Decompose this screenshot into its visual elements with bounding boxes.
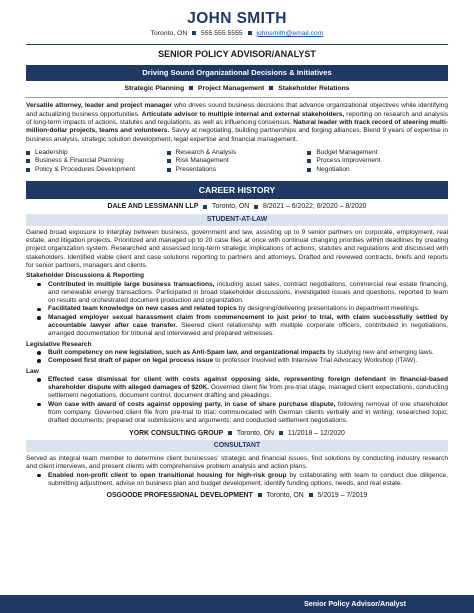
skill-item: Policy & Procedures Development [26, 166, 167, 175]
skill-item: Leadership [26, 149, 167, 158]
achievement-text: including asset sales, contract negotiations, commercial real estate financing, and renewable energy transactions. Participated in broad stakeholder discussions, investigated issues and questions, reported to team on results and orchestrated document production and organization. [48, 280, 448, 305]
employer-location: Toronto, ON [212, 203, 250, 211]
skill-item: Budget Management [307, 149, 448, 158]
achievement-bold: Built competency on new legislation, such as Anti-Spam law, and organizational impacts [48, 348, 326, 356]
achievement-item [26, 357, 448, 365]
summary-bold: Articulate advisor to multiple internal and external stakeholders, [141, 110, 345, 118]
achievement-text: following removal of one shareholder from company. Governed client file from pre-trial to trial; communicated with German clients verbally and in writing; researched topic; drafted documents; prepared oral submissions and arguments; and conducted settlement negotiations. [48, 400, 449, 425]
achievement-text: Steered client relationship with multiple corporate officers, contributed in negotiations, arranged documentation for tribunal and interviewed and prepared witnesses. [48, 322, 449, 338]
phone-text: 555.555.5555 [201, 29, 243, 37]
employer-location: Toronto, ON [266, 492, 304, 500]
achievement-text: by studying new and emerging laws. [325, 348, 434, 356]
skills-column [307, 149, 448, 175]
skills-column [167, 149, 308, 175]
skill-item: Research & Analysis [167, 149, 308, 158]
header-divider [26, 44, 448, 45]
focus-area-item: Project Management [197, 84, 265, 92]
employer-line [26, 203, 448, 212]
professional-title: SENIOR POLICY ADVISOR/ANALYST [158, 49, 316, 60]
achievement-item [26, 281, 448, 306]
achievement-item [26, 314, 448, 339]
section-subheading: Stakeholder Discussions & Reporting [26, 272, 144, 280]
skill-item: Process Improvement [307, 157, 448, 166]
summary-bold: Versatile attorney, leader and project manager [26, 102, 172, 110]
profile-summary [26, 102, 448, 143]
section-subheading: Legislative Research [26, 340, 92, 348]
separator-square-icon [269, 86, 273, 90]
skills-column [26, 149, 167, 175]
location-text: Toronto, ON [150, 29, 188, 37]
focus-areas [26, 85, 448, 94]
employment-dates: 5/2019 – 7/2019 [317, 492, 368, 500]
focus-divider [26, 97, 448, 98]
separator-square-icon [228, 431, 232, 435]
candidate-name: JOHN SMITH [187, 10, 287, 27]
achievement-text: Governed client file from pre-trial stage, managed client expectations, conducting settlement negotiations, document control, document drafting and pleadings. [48, 384, 448, 400]
achievement-bold: Won case with award of costs against opposing party, in case of share purchase dispute, [48, 400, 336, 408]
separator-square-icon [254, 205, 258, 209]
separator-square-icon [248, 31, 252, 35]
achievement-item [26, 401, 448, 426]
employment-dates: 11/2018 – 12/2020 [287, 429, 345, 437]
achievement-list [26, 376, 448, 426]
skill-item: Risk Management [167, 157, 308, 166]
employer-location: Toronto, ON [236, 429, 275, 437]
achievement-item [26, 376, 448, 401]
achievement-item [26, 349, 448, 357]
separator-square-icon [279, 431, 283, 435]
achievement-text: by collaborating with team to conduct due diligence, submitting adjustment, advise on business plan and budget development, identify funding options, needs, and real estate. [48, 471, 448, 487]
achievement-bold: Composed first draft of paper on legal process issue [48, 357, 214, 365]
achievement-bold: Contributed in multiple large business transactions, [48, 280, 215, 288]
role-description: Served as integral team member to determine client businesses' strategic and financial issues, find solutions by conducting industry research and client interviews, and present clients with comprehensive problem analysis and action plans. [26, 454, 448, 471]
skill-item: Negotiation [307, 166, 448, 175]
separator-square-icon [258, 493, 262, 497]
achievement-list [26, 281, 448, 339]
summary-text: reporting on research and analysis of long-term impacts of actions, statutes and regulations, as well as influencing consensus. [26, 110, 448, 126]
achievement-text: to professor involved with Intensive Trial Advocacy Workshop (ITAW). [213, 357, 418, 365]
employer-line [26, 430, 448, 439]
employer-name: DALE AND LESSMANN LLP [107, 203, 199, 211]
summary-text: who drives sound business decisions that advance organizational objectives while identifying and actualizing business opportunities. [26, 102, 448, 118]
separator-square-icon [192, 31, 196, 35]
skills-grid [26, 149, 448, 175]
contact-line [26, 30, 448, 39]
tagline-banner: Driving Sound Organizational Decisions & Initiatives [26, 65, 448, 81]
employer-name: OSGOODE PROFESSIONAL DEVELOPMENT [106, 492, 253, 500]
achievement-bold: Managed employer sexual harassment claim from commencement to just prior to trial, with claim successfully settled by accountable lawyer after case transfer. [48, 313, 448, 330]
achievement-item [26, 305, 448, 313]
section-subheading: Law [26, 367, 39, 375]
achievement-bold: Effected case dismissal for client with costs against opposing side, representing foreign defendant in financial-based shareholder dispute with alleged damages of $20K. [48, 375, 448, 392]
skill-item: Business & Financial Planning [26, 157, 167, 166]
career-history-heading: CAREER HISTORY [26, 181, 448, 200]
separator-square-icon [309, 493, 313, 497]
achievement-bold: Facilitated team knowledge on new cases and related topics [48, 305, 237, 313]
role-banner: CONSULTANT [26, 440, 448, 452]
email-link[interactable]: johnsmith@email.com [256, 29, 324, 37]
footer-bar: Senior Policy Advisor/Analyst [0, 595, 474, 613]
skill-item: Presentations [167, 166, 308, 175]
summary-bold: Natural leader with track record of steering multi-million-dollar projects, teams and volunteers. [26, 118, 448, 135]
achievement-bold: Enabled non-profit client to open transitional housing for high-risk group [48, 471, 287, 479]
role-description: Gained broad exposure to interplay between business, government and law, assisting up to 9 senior partners on corporate, employment, real estate, and litigation projects. Prioritized and managed up to 20 case files at once with continual changing priorities within deadlines by creating project organization system. Researched and assessed long-term strategic implications of actions, statutes and regulations and discussed with stakeholders. Identified viable client and case solutions reporting to partners and attorneys. Drafted and reviewed contracts, briefs and reports for senior partners, managers and clients. [26, 228, 448, 269]
achievement-list [26, 472, 448, 489]
focus-area-item: Stakeholder Relations [278, 84, 350, 92]
achievement-list [26, 349, 448, 366]
separator-square-icon [203, 205, 207, 209]
employer-line [26, 492, 448, 501]
focus-area-item: Strategic Planning [124, 84, 185, 92]
separator-square-icon [189, 86, 193, 90]
achievement-item [26, 472, 448, 489]
employment-dates: 8/2021 – 6/2022; 6/2020 – 8/2020 [263, 203, 367, 211]
role-banner: STUDENT-AT-LAW [26, 214, 448, 226]
summary-text: Savvy at negotiating, building partnerships and forging alliances. Blend 9 years of expertise in business analysis, strategic solution development, legal expertise and financial management. [26, 127, 448, 143]
achievement-text: by designing/delivering presentations in department meetings. [236, 305, 420, 313]
employer-name: YORK CONSULTING GROUP [129, 429, 224, 437]
